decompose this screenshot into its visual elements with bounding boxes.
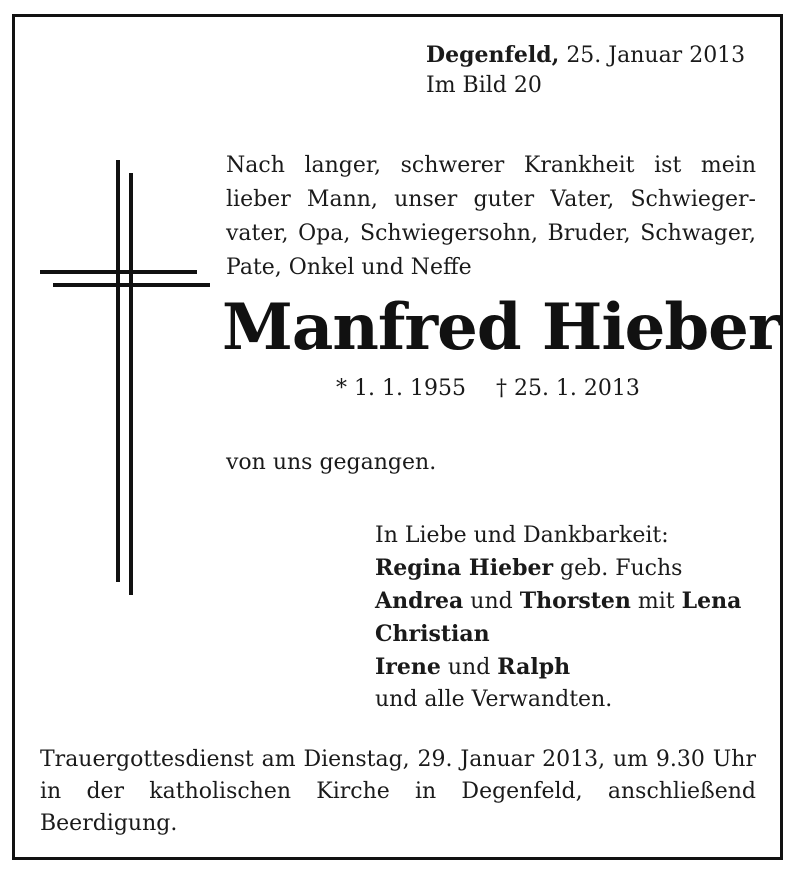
obituary-frame bbox=[12, 14, 783, 860]
closing-text: von uns gegangen. bbox=[226, 450, 437, 475]
family-name: Regina Hieber bbox=[375, 555, 554, 581]
date: 25. Januar 2013 bbox=[566, 43, 746, 68]
place: Degenfeld, bbox=[426, 42, 560, 68]
family-line bbox=[375, 651, 741, 684]
family-text: mit bbox=[630, 589, 682, 614]
family-name: Thorsten bbox=[519, 588, 631, 614]
family-name: Lena bbox=[681, 588, 742, 614]
header-block bbox=[426, 40, 745, 101]
intro-text: Nach langer, schwerer Krankheit ist mein lieber Mann, unser guter Vater, Schwieger-vater, Opa, Schwiegersohn, Bruder, Schwager, Pate, Onkel und Neffe bbox=[226, 153, 756, 280]
family-closing: und alle Verwandten. bbox=[375, 687, 613, 712]
date-line bbox=[426, 40, 745, 71]
family-block bbox=[375, 520, 741, 716]
family-name: Ralph bbox=[497, 654, 571, 680]
family-line bbox=[375, 552, 741, 585]
service-text: Trauergottesdienst am Dienstag, 29. Januar 2013, um 9.30 Uhr in der katholischen Kirche in Degenfeld, anschließend Beerdigung. bbox=[40, 747, 756, 836]
family-text: und bbox=[463, 589, 520, 614]
family-line bbox=[375, 585, 741, 618]
family-text: geb. Fuchs bbox=[553, 556, 683, 581]
family-name: Irene bbox=[375, 654, 441, 680]
family-line bbox=[375, 618, 741, 651]
family-intro: In Liebe und Dankbarkeit: bbox=[375, 523, 669, 548]
life-dates bbox=[336, 374, 640, 404]
location: Im Bild 20 bbox=[426, 73, 542, 98]
death-date: † 25. 1. 2013 bbox=[495, 376, 640, 401]
family-name: Andrea bbox=[375, 588, 464, 614]
deceased-name: Manfred Hieber bbox=[222, 290, 781, 365]
family-text: und bbox=[440, 655, 498, 680]
family-name: Christian bbox=[375, 621, 490, 647]
birth-date: * 1. 1. 1955 bbox=[336, 376, 466, 401]
